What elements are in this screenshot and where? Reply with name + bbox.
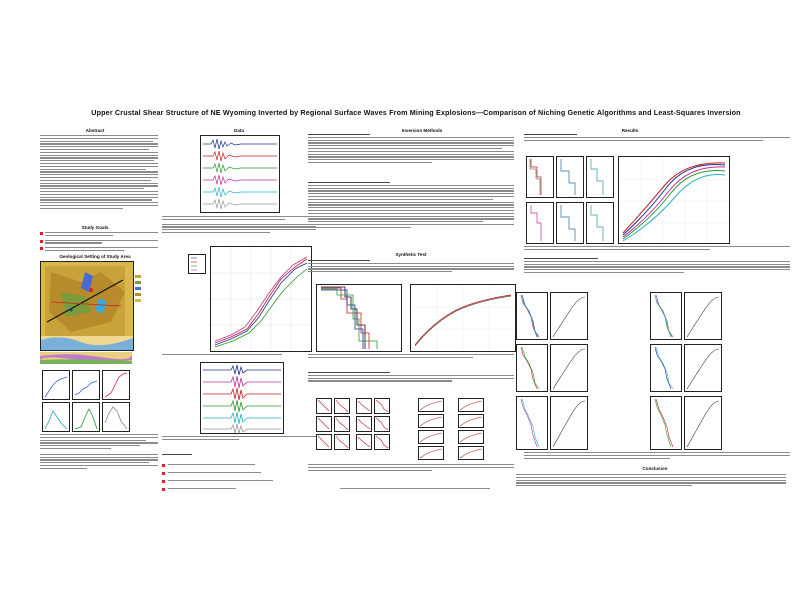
ga-panel-3 (356, 398, 372, 414)
ga-panel-1 (316, 398, 332, 414)
model-plot-6 (102, 402, 130, 432)
ga-result-vs-6 (650, 396, 682, 450)
ga-result-disp-4 (684, 344, 722, 392)
results-heading: Results (621, 128, 639, 133)
site-list (162, 464, 292, 504)
abstract-text (40, 135, 158, 227)
ls-dispersion-figure (618, 156, 730, 244)
ga-result-disp-2 (684, 292, 722, 340)
ga-disp-3 (418, 414, 444, 428)
ga-disp-7 (418, 446, 444, 460)
ga-disp-4 (458, 414, 484, 428)
map-legend (134, 273, 150, 313)
ga-results-caption (524, 452, 790, 466)
column1-caption (40, 434, 158, 492)
ga-result-disp-1 (550, 292, 588, 340)
geologic-setting-heading: Geological Setting of Study Area (59, 254, 131, 259)
ga-panel-2 (334, 398, 350, 414)
ga-disp-5 (418, 430, 444, 444)
genetic-operators-text (308, 372, 514, 392)
ga-caption (308, 464, 514, 480)
ga-panel-8 (374, 416, 390, 432)
ga-disp-2 (458, 398, 484, 412)
ga-result-vs-1 (516, 292, 548, 340)
ga-disp-8 (458, 446, 484, 460)
ga-footnote (340, 488, 490, 493)
ga-result-vs-4 (650, 344, 682, 392)
data-heading: Data (234, 128, 244, 133)
model-plot-2 (72, 370, 100, 400)
ga-result-disp-5 (550, 396, 588, 450)
poster-title: Upper Crustal Shear Structure of NE Wyoming Inverted by Regional Surface Waves From Mining Explosions—Comparison of Niching Genetic Algorithms and Least-Squares Inversion (91, 108, 741, 117)
dispersion-curve-figure (210, 246, 312, 352)
ls-model-1 (526, 156, 554, 198)
study-goals-heading: Study Goals (81, 225, 109, 230)
site-heading (162, 454, 212, 460)
ls-model-6 (586, 202, 614, 244)
conclusion-heading: Conclusion (642, 466, 668, 471)
ga-panel-5 (316, 416, 332, 432)
ga-result-disp-3 (550, 344, 588, 392)
least-squares-text (308, 134, 514, 180)
synthetic-test-heading: Synthetic Test (395, 252, 427, 257)
data-caption-3 (162, 436, 316, 446)
synthetic-caption (308, 354, 514, 366)
ga-panel-12 (374, 434, 390, 450)
ls-model-2 (556, 156, 584, 198)
synthetic-model-figure (316, 284, 402, 352)
ga-panel-10 (334, 434, 350, 450)
ls-model-3 (586, 156, 614, 198)
ls-model-4 (526, 202, 554, 244)
waveform-figure-bottom (200, 362, 284, 434)
ga-panel-9 (316, 434, 332, 450)
data-caption-2 (162, 354, 316, 360)
cross-section-figure (40, 352, 132, 364)
model-plot-1 (42, 370, 70, 400)
ls-model-5 (556, 202, 584, 244)
niching-ga-results-text (524, 258, 790, 286)
ga-result-disp-6 (684, 396, 722, 450)
dispersion-legend (188, 254, 206, 274)
synthetic-test-text (308, 260, 514, 280)
ga-disp-1 (418, 398, 444, 412)
ga-panel-6 (334, 416, 350, 432)
ls-results-caption (524, 246, 790, 258)
ga-panel-4 (374, 398, 390, 414)
model-plot-4 (42, 402, 70, 432)
niching-ga-text (308, 182, 514, 254)
model-plot-3 (102, 370, 130, 400)
ga-panel-7 (356, 416, 372, 432)
data-caption-1 (162, 216, 316, 246)
geologic-map-figure (40, 261, 134, 351)
ga-result-vs-3 (516, 344, 548, 392)
inversion-methods-heading: Inversion Methods (401, 128, 443, 133)
abstract-heading: Abstract (85, 128, 105, 133)
study-goals-list (40, 232, 158, 252)
model-plot-5 (72, 402, 100, 432)
ga-result-vs-2 (650, 292, 682, 340)
least-squares-results-text (524, 134, 790, 150)
ga-result-vs-5 (516, 396, 548, 450)
poster (40, 108, 792, 504)
ga-disp-6 (458, 430, 484, 444)
ga-panel-11 (356, 434, 372, 450)
synthetic-dispersion-figure (410, 284, 516, 352)
waveform-figure-top (200, 135, 280, 213)
conclusion-text (516, 474, 786, 498)
